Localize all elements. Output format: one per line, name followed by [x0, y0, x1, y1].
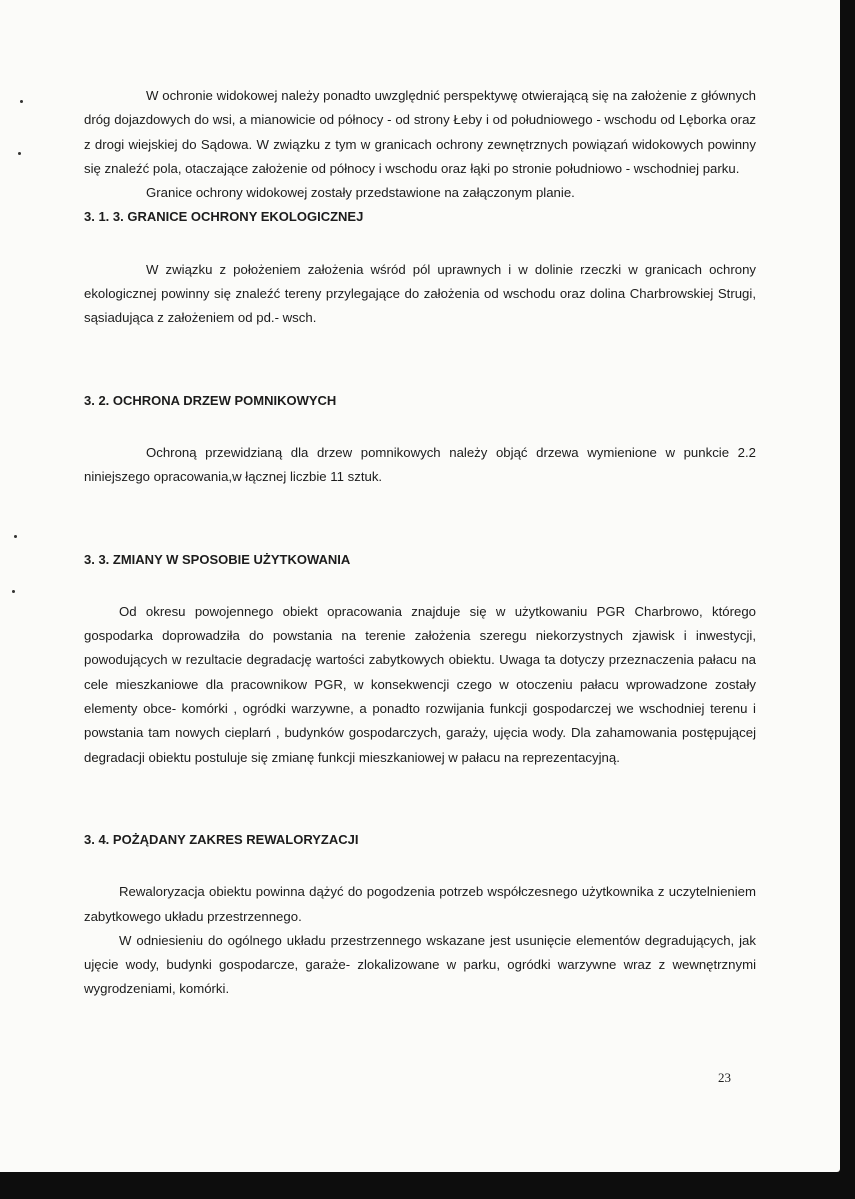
scan-border — [840, 0, 855, 1199]
spacer — [84, 852, 756, 880]
spacer — [84, 331, 756, 389]
paragraph: Od okresu powojennego obiekt opracowania znajduje się w użytkowaniu PGR Charbrowo, którego gospodarka doprowadziła do powstania na terenie założenia szeregu niekorzystnych zjawisk i inwestycji, powodujących w rezultacie degradację wartości zabytkowych obiektu. Uwaga ta dotyczy przeznaczenia pałacu na cele mieszkaniowe dla pracownikow PGR, w konsekwencji czego w otoczeniu pałacu wprowadzone zostały elementy obce- komórki , ogródki warzywne, a ponadto rozwijania funkcji gospodarczej we wschodniej terenu i powstania tam nowych cieplarń , budynków gospodarczych, garaży, ujęcia wody. Dla zahamowania postępującej degradacji obiektu postuluje się zmianę funkcji mieszkaniowej w pałacu na reprezentacyjną. — [84, 603, 756, 765]
scan-border — [0, 1172, 855, 1199]
scan-speck — [20, 100, 23, 103]
spacer — [84, 230, 756, 258]
paragraph: Rewaloryzacja obiektu powinna dążyć do pogodzenia potrzeb współczesnego użytkownika z uczytelnieniem zabytkowego układu przestrzennego. — [84, 884, 756, 924]
scan-speck — [18, 152, 21, 155]
section-heading: 3. 1. 3. GRANICE OCHRONY EKOLOGICZNEJ — [84, 209, 364, 225]
document-body — [84, 84, 756, 1002]
spacer — [84, 572, 756, 600]
paragraph: W odniesieniu do ogólnego układu przestrzennego wskazane jest usunięcie elementów degradujących, jak ujęcie wody, budynki gospodarcze, garaże- zlokalizowane w parku, ogródki warzywne wraz z wewnętrznymi wygrodzeniami, komórki. — [84, 932, 756, 997]
page-number: 23 — [718, 1070, 731, 1085]
section-heading: 3. 3. ZMIANY W SPOSOBIE UŻYTKOWANIA — [84, 551, 351, 567]
paragraph: Granice ochrony widokowej zostały przedstawione na załączonym planie. — [146, 185, 575, 201]
section-heading: 3. 4. POŻĄDANY ZAKRES REWALORYZACJI — [84, 831, 359, 847]
paragraph: W ochronie widokowej należy ponadto uwzględnić perspektywę otwierającą się na założenie z głównych dróg dojazdowych do wsi, a mianowicie od północy - od strony Łeby i od południowego - wschodu od Lęborka oraz z drogi wiejskiej do Sądowa. W związku z tym w granicach ochrony zewnętrznych powiązań widokowych powinny się znaleźć pola, otaczające założenie od północy i wschodu oraz łąki po stronie południowo - wschodniej parku. — [84, 88, 756, 176]
paragraph: Ochroną przewidzianą dla drzew pomnikowych należy objąć drzewa wymienione w punkcie 2.2 niniejszego opracowania,w łącznej liczbie 11 sztuk. — [84, 444, 756, 485]
section-heading: 3. 2. OCHRONA DRZEW POMNIKOWYCH — [84, 392, 337, 408]
scan-speck — [14, 535, 17, 538]
paragraph: W związku z położeniem założenia wśród pól uprawnych i w dolinie rzeczki w granicach ochrony ekologicznej powinny się znaleźć tereny przylegające do założenia od wschodu oraz dolina Charbrowskiej Strugi, sąsiadująca z założeniem od pd.- wsch. — [84, 261, 756, 326]
spacer — [84, 413, 756, 441]
spacer — [84, 770, 756, 828]
spacer — [84, 490, 756, 548]
scan-speck — [12, 590, 15, 593]
